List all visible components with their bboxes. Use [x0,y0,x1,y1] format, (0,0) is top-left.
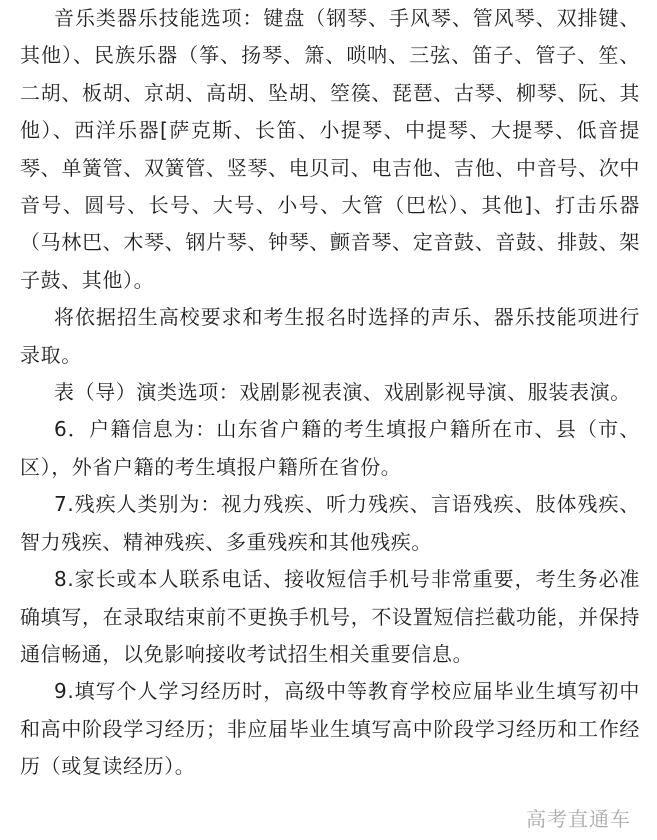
watermark: 高考直通车 [526,807,631,831]
paragraph-performance-options: 表（导）演类选项：戏剧影视表演、戏剧影视导演、服装表演。 [54,380,631,405]
document-body [20,0,640,786]
paragraph-disability-category: 7.残疾人类别为：视力残疾、听力残疾、言语残疾、肢体残疾、智力残疾、精神残疾、多重残疾和其他残疾。 [20,492,640,554]
paragraph-music-instrument-options: 音乐类器乐技能选项：键盘（钢琴、手风琴、管风琴、双排键、其他）、民族乐器（筝、扬琴、箫、唢呐、三弦、笛子、管子、笙、二胡、板胡、京胡、高胡、坠胡、箜篌、琵琶、古琴、柳琴、阮、其他）、西洋乐器[萨克斯、长笛、小提琴、中提琴、大提琴、低音提琴、单簧管、双簧管、竖琴、电贝司、电吉他、吉他、中音号、次中音号、圆号、长号、大号、小号、大管（巴松）、其他]、打击乐器（马林巴、木琴、钢片琴、钟琴、颤音琴、定音鼓、音鼓、排鼓、架子鼓、其他）。 [20,6,640,292]
paragraph-household-registration: 6．户籍信息为：山东省户籍的考生填报户籍所在市、县（市、区），外省户籍的考生填报户籍所在省份。 [20,417,640,479]
paragraph-learning-history: 9.填写个人学习经历时，高级中等教育学校应届毕业生填写初中和高中阶段学习经历；非应届毕业生填写高中阶段学习经历和工作经历（或复读经历）。 [20,679,640,779]
paragraph-admission-basis: 将依据招生高校要求和考生报名时选择的声乐、器乐技能项进行录取。 [20,305,640,367]
paragraph-contact-phone: 8.家长或本人联系电话、接收短信手机号非常重要，考生务必准确填写，在录取结束前不更换手机号，不设置短信拦截功能，并保持通信畅通，以免影响接收考试招生相关重要信息。 [20,567,640,666]
